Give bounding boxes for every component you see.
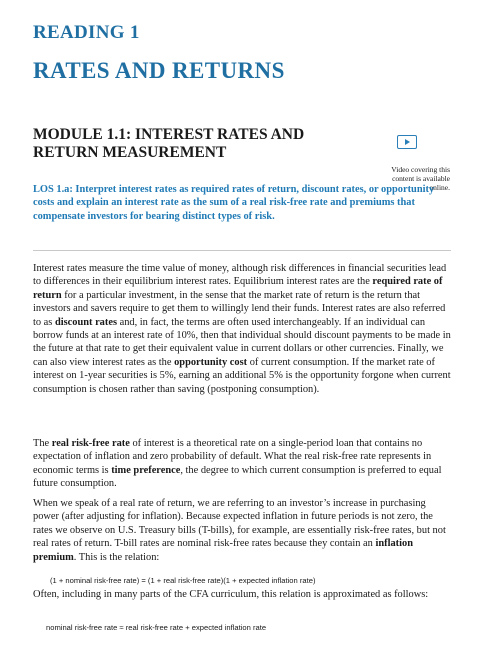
term-opportunity-cost: opportunity cost [174,356,248,368]
video-note: Video covering this content is available online. [391,165,450,192]
paragraph-real-risk-free-rate: The real risk-free rate of interest is a theoretical rate on a single-period loan that contains no expectation of inflation and zero probability of default. What the real risk-free rate represents in economic terms is time preference, the degree to which current consumption is preferred to equal future consumption. [33,438,442,490]
learning-outcome-statement: LOS 1.a: Interpret interest rates as required rates of return, discount rates, or opportunity costs and explain an interest rate as the sum of a real risk-free rate and premiums that compensate investors for bearing distinct types of risk. [33,184,435,222]
term-required-rate-of-return: required rate of return [33,276,443,301]
term-real-risk-free-rate: real risk-free rate [51,438,130,449]
paragraph-required-rate: Interest rates measure the time value of money, although risk differences in financial securities lead to differences in their equilibrium interest rates. Equilibrium interest rates are the required rate of return for a particular investment, in the sense that the market rate of return is the return that investors and savers require to get them to willingly lend their funds. Interest rates are also referred to as discount rates and, in fact, the terms are often used interchangeably. If an individual can borrow funds at an interest rate of 10%, then that individual should discount payments to be made in the future at that rate to get their equivalent value in current dollars or other currencies. Finally, we can also view interest rates as the opportunity cost of current consumption. If the market rate of interest on 1-year securities is 5%, earning an additional 5% is the opportunity forgone when current consumption is chosen rather than saving (postponing consumption). [33,263,451,395]
equation-approximation: nominal risk-free rate ≈ real risk-free rate + expected inflation rate [46,623,267,632]
video-button[interactable] [397,135,417,149]
term-inflation-premium: inflation premium [33,538,413,563]
equation-exact-relation: (1 + nominal risk-free rate) = (1 + real risk-free rate)(1 + expected inflation rate) [50,576,316,585]
reading-number: READING 1 [33,22,140,43]
play-icon [398,136,416,148]
term-discount-rates: discount rates [54,316,117,328]
term-time-preference: time preference [111,464,181,476]
divider [33,250,451,251]
module-title: MODULE 1.1: INTEREST RATES AND RETURN MEASUREMENT [33,126,305,161]
paragraph-real-rate-of-return: When we speak of a real rate of return, we are referring to an investor’s increase in purchasing power (after adjusting for inflation). Because expected inflation in future periods is not zero, the rates we observe on U.S. Treasury bills (T-bills), for example, are essentially risk-free rates, but not real rates of return. T-bill rates are nominal risk-free rates because they contain an inflation premium. This is the relation: [33,498,446,563]
reading-title: RATES AND RETURNS [33,58,285,83]
paragraph-approximation: Often, including in many parts of the CFA curriculum, this relation is approximated as follows: [33,589,429,600]
